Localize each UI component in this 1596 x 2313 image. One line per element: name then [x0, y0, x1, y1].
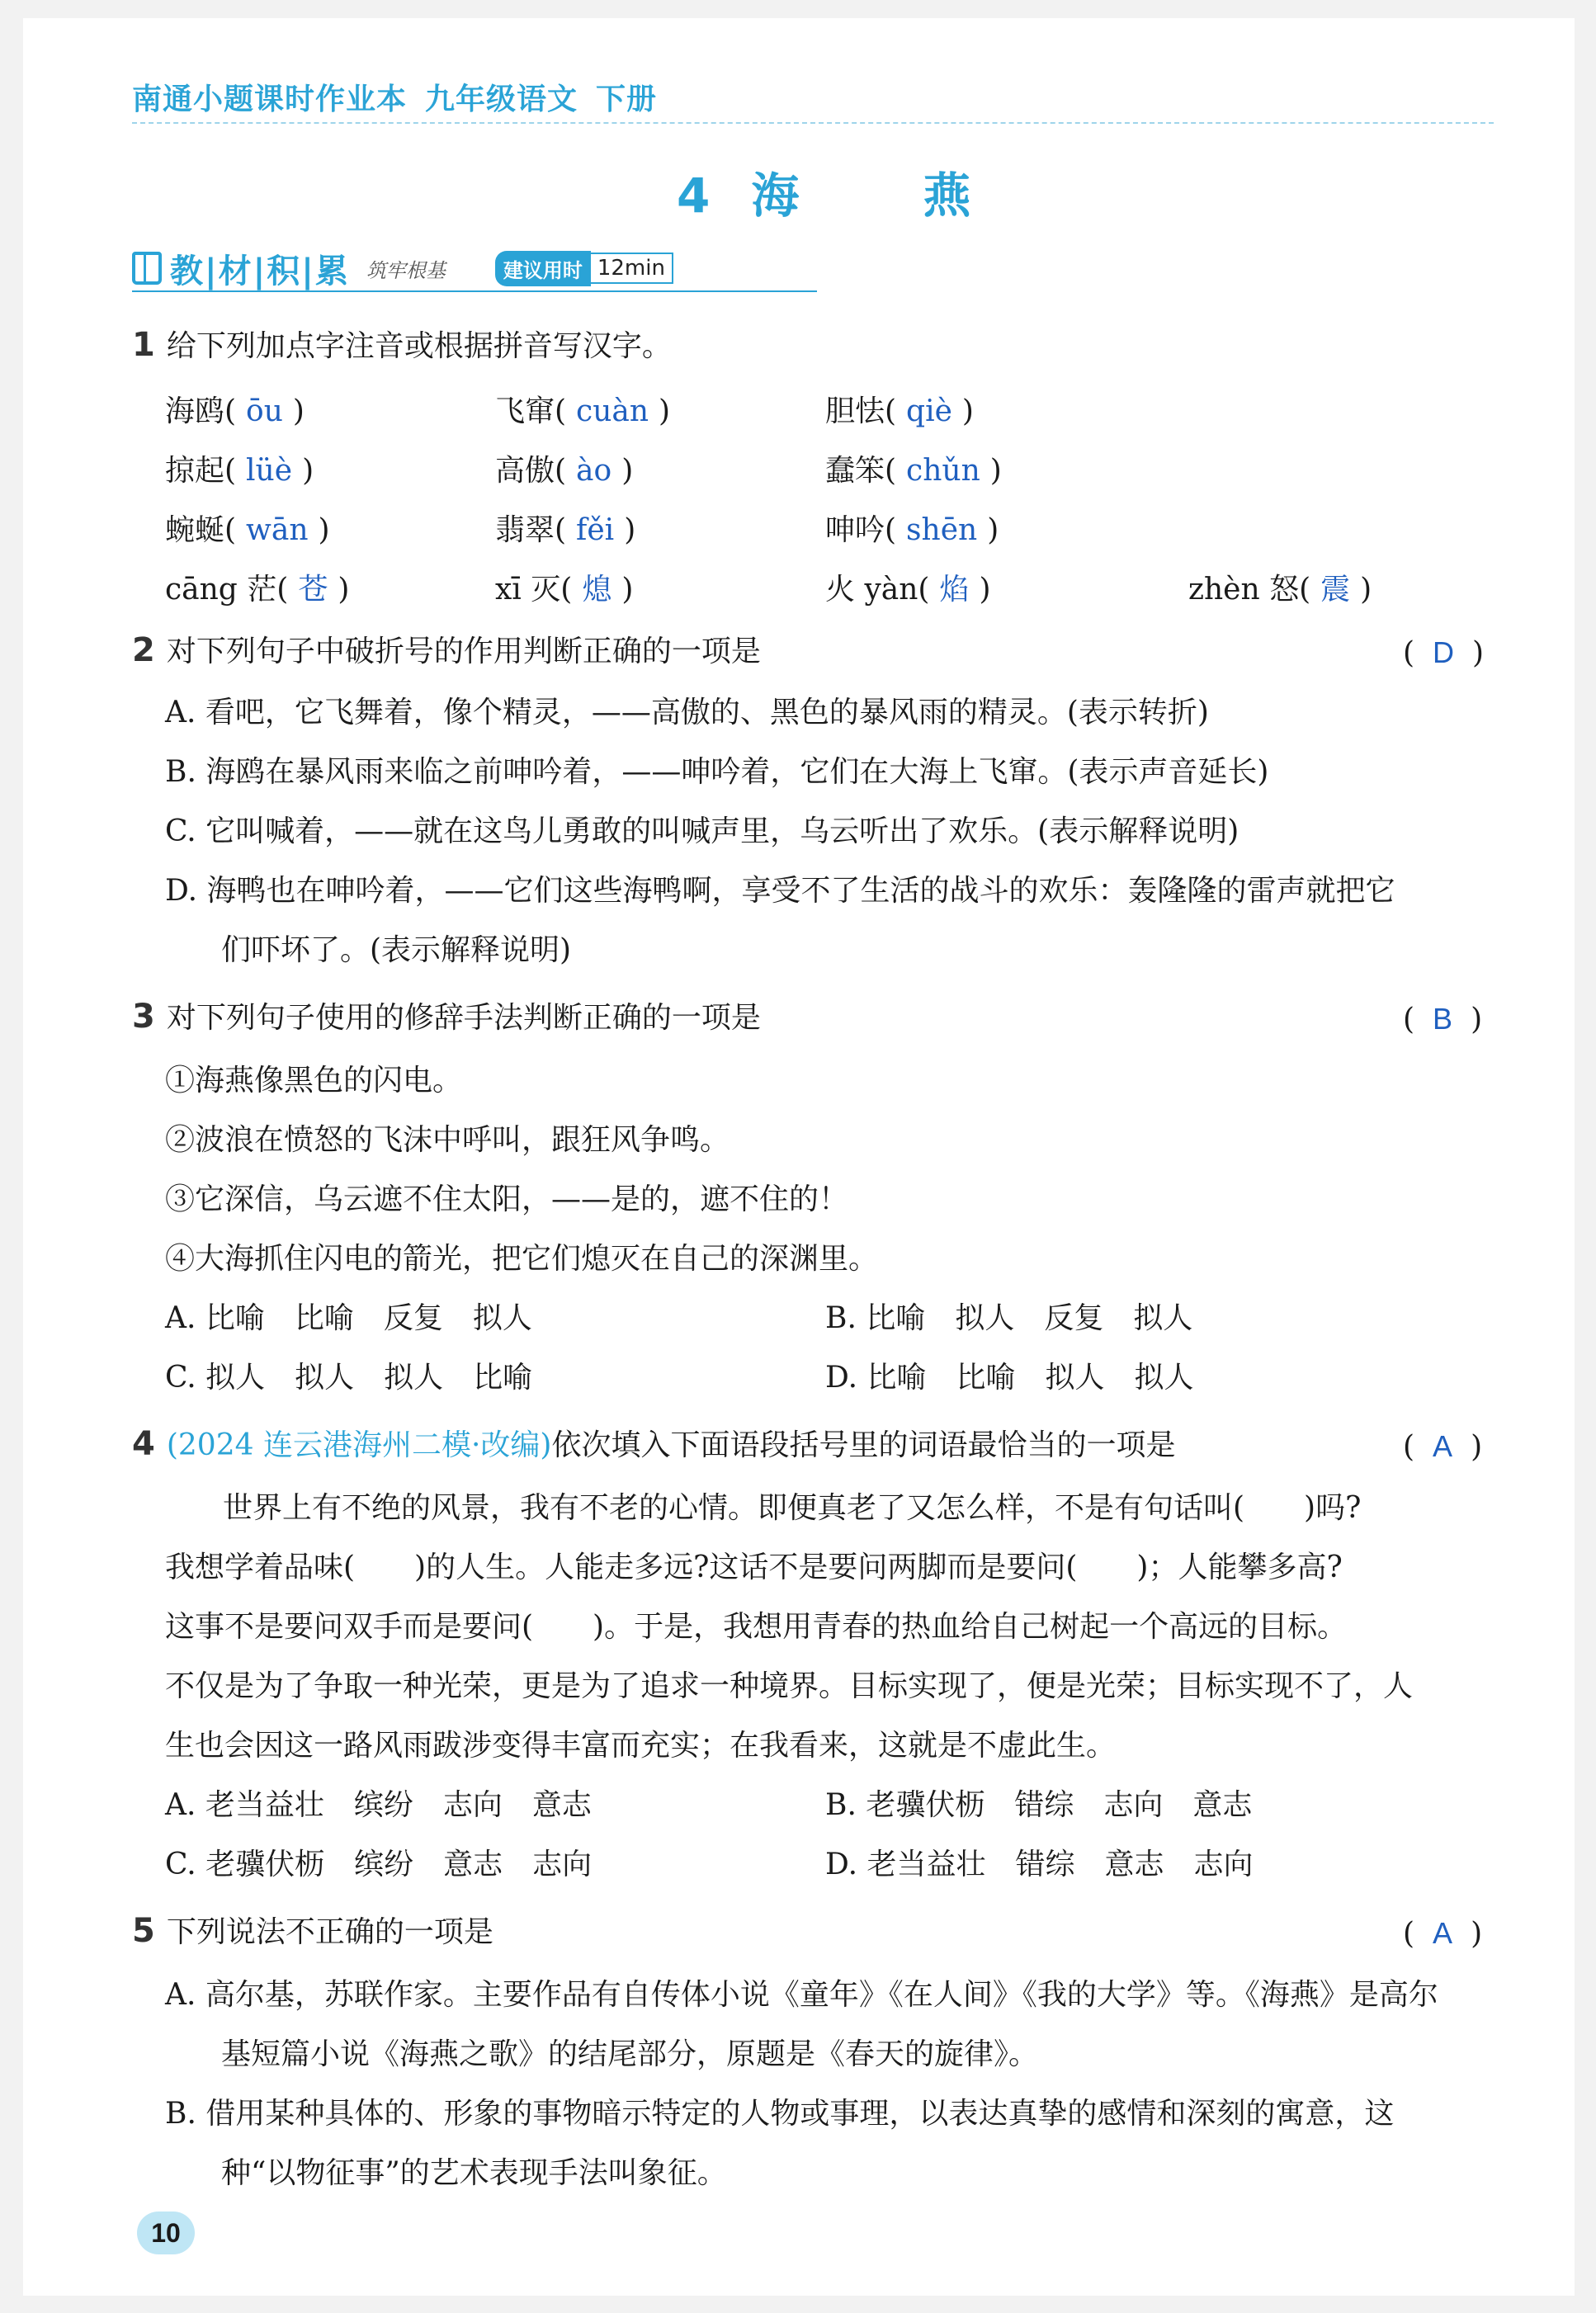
option-line: D. 老当益壮 错综 意志 志向	[825, 1848, 1254, 1881]
section-subtitle: 筑牢根基	[366, 258, 446, 282]
option-line: D. 海鸭也在呻吟着，——它们这些海鸭啊，享受不了生活的战斗的欢乐：轰隆隆的雷声就把它	[165, 874, 1395, 908]
question-number: 4	[132, 1425, 155, 1463]
suggested-time-label: 建议用时	[495, 251, 591, 286]
pinyin-item: 高傲( ào )	[495, 454, 634, 488]
option-line: C. 拟人 拟人 拟人 比喻	[165, 1361, 533, 1395]
passage-line: 不仅是为了争取一种光荣，更是为了追求一种境界。目标实现了，便是光荣；目标实现不了，人	[165, 1669, 1414, 1703]
question-source: (2024 连云港海州二模·改编)	[166, 1428, 552, 1462]
pinyin-item: cāng 茫( 苍 )	[165, 573, 350, 607]
pinyin-item: 火 yàn( 焰 )	[825, 573, 991, 607]
option-line: A. 老当益壮 缤纷 志向 意志	[165, 1788, 592, 1822]
question-number: 2	[132, 631, 155, 669]
answer-bracket: ( A )	[1403, 1429, 1483, 1464]
question-4-stem	[132, 1426, 1175, 1464]
pinyin-item: 蜿蜒( wān )	[165, 513, 330, 547]
option-line: D. 比喻 比喻 拟人 拟人	[825, 1361, 1194, 1395]
sentence-line: ④大海抓住闪电的箭光，把它们熄灭在自己的深渊里。	[165, 1242, 879, 1276]
book-title: 南通小题课时作业本	[132, 83, 408, 116]
option-line: 们吓坏了。(表示解释说明)	[221, 933, 572, 967]
pinyin-item: 翡翠( fěi )	[495, 513, 636, 547]
question-3-stem	[132, 998, 761, 1036]
pinyin-item: 海鸥( ōu )	[165, 394, 305, 428]
option-line: A. 看吧，它飞舞着，像个精灵，——高傲的、黑色的暴风雨的精灵。(表示转折)	[165, 696, 1209, 729]
option-line: B. 老骥伏枥 错综 志向 意志	[825, 1788, 1253, 1822]
question-number: 3	[132, 998, 155, 1036]
header-divider	[132, 122, 1494, 124]
option-line: 基短篇小说《海燕之歌》的结尾部分，原题是《春天的旋律》。	[221, 2037, 1039, 2071]
running-header	[132, 76, 675, 118]
answer-bracket: ( A )	[1403, 1916, 1483, 1951]
answer-bracket: ( D )	[1403, 635, 1485, 670]
option-line: C. 老骥伏枥 缤纷 意志 志向	[165, 1848, 593, 1881]
lesson-title-char-1: 海	[751, 168, 800, 224]
answer-value: B	[1433, 1002, 1453, 1036]
option-line: C. 它叫喊着，——就在这鸟儿勇敢的叫喊声里，乌云听出了欢乐。(表示解释说明)	[165, 814, 1239, 848]
question-text: 给下列加点字注音或根据拼音写汉字。	[166, 329, 672, 363]
option-line: B. 比喻 拟人 反复 拟人	[825, 1301, 1193, 1335]
option-line: A. 比喻 比喻 反复 拟人	[165, 1301, 532, 1335]
passage-line: 世界上有不绝的风景，我有不老的心情。即便真老了又怎么样，不是有句话叫( )吗?	[223, 1491, 1362, 1525]
sentence-line: ②波浪在愤怒的飞沫中呼叫，跟狂风争鸣。	[165, 1123, 730, 1157]
lesson-title-char-2: 燕	[923, 168, 971, 224]
section-divider	[132, 290, 817, 292]
pinyin-item: 胆怯( qiè )	[825, 394, 974, 428]
question-text: 下列说法不正确的一项是	[166, 1915, 493, 1949]
option-line: A. 高尔基，苏联作家。主要作品有自传体小说《童年》《在人间》《我的大学》等。《海燕》是高尔	[165, 1978, 1438, 2012]
option-line: B. 借用某种具体的、形象的事物暗示特定的人物或事理，以表达真挚的感情和深刻的寓意，这	[165, 2097, 1395, 2131]
page-number: 10	[137, 2212, 195, 2254]
lesson-title	[677, 157, 970, 226]
lesson-number: 4	[677, 168, 711, 224]
question-text: 对下列句子中破折号的作用判断正确的一项是	[166, 635, 761, 668]
question-number: 1	[132, 326, 155, 364]
book-icon	[132, 252, 162, 285]
answer-value: A	[1433, 1429, 1453, 1463]
grade-label: 九年级语文	[425, 83, 578, 116]
question-number: 5	[132, 1912, 155, 1950]
section-header	[132, 248, 673, 289]
pinyin-item: xī 灭( 熄 )	[495, 573, 634, 607]
option-line: B. 海鸥在暴风雨来临之前呻吟着，——呻吟着，它们在大海上飞窜。(表示声音延长)	[165, 755, 1269, 789]
section-title: 教|材|积|累	[170, 252, 350, 290]
question-2-stem	[132, 632, 761, 670]
question-5-stem	[132, 1913, 493, 1951]
answer-value: D	[1433, 635, 1455, 669]
option-line: 种“以物征事”的艺术表现手法叫象征。	[221, 2156, 727, 2190]
sentence-line: ③它深信，乌云遮不住太阳，——是的，遮不住的！	[165, 1182, 849, 1216]
passage-line: 这事不是要问双手而是要问( )。于是，我想用青春的热血给自己树起一个高远的目标。	[165, 1610, 1348, 1644]
sentence-line: ①海燕像黑色的闪电。	[165, 1064, 463, 1097]
pinyin-item: zhèn 怒( 震 )	[1188, 573, 1372, 607]
answer-value: A	[1433, 1916, 1453, 1950]
suggested-time-value: 12min	[591, 253, 673, 284]
pinyin-item: 飞窜( cuàn )	[495, 394, 671, 428]
passage-line: 我想学着品味( )的人生。人能走多远?这话不是要问两脚而是要问( )；人能攀多高?	[165, 1551, 1343, 1584]
pinyin-item: 掠起( lüè )	[165, 454, 314, 488]
passage-line: 生也会因这一路风雨跋涉变得丰富而充实；在我看来，这就是不虚此生。	[165, 1729, 1117, 1763]
question-text: 对下列句子使用的修辞手法判断正确的一项是	[166, 1001, 761, 1035]
answer-bracket: ( B )	[1403, 1002, 1483, 1036]
question-text: 依次填入下面语段括号里的词语最恰当的一项是	[551, 1428, 1176, 1462]
pinyin-item: 呻吟( shēn )	[825, 513, 999, 547]
volume-label: 下册	[596, 83, 658, 116]
question-1-stem	[132, 327, 672, 365]
pinyin-item: 蠢笨( chǔn )	[825, 454, 1002, 488]
